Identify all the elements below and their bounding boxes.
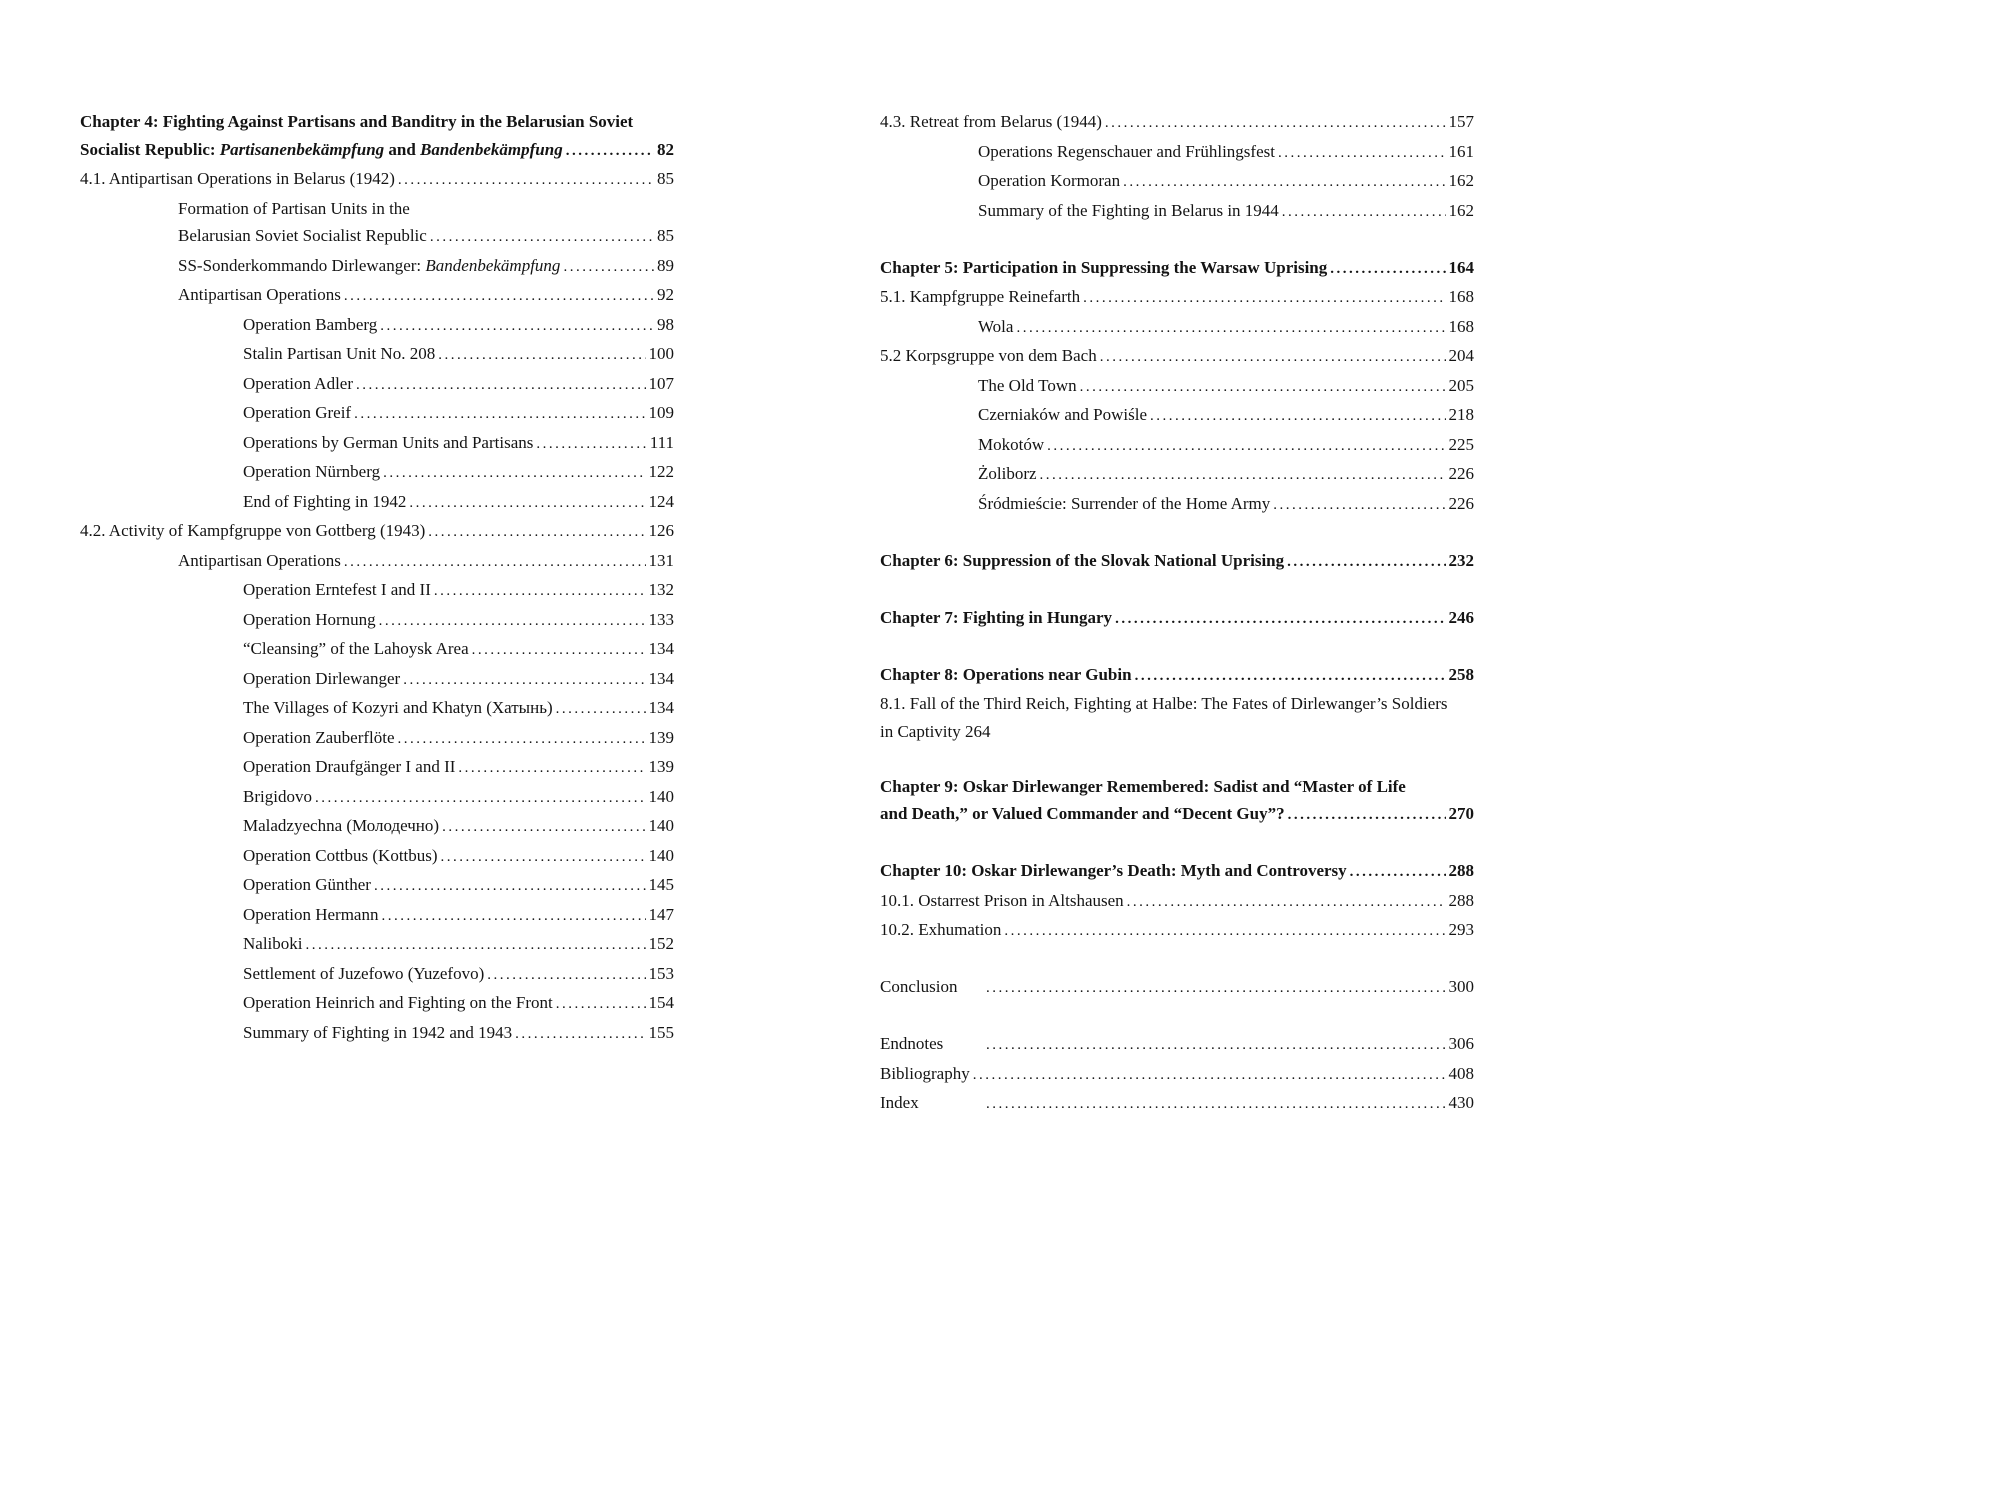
toc-entry-label: Chapter 9: Oskar Dirlewanger Remembered: Sadist and “Master of Life [880, 776, 1406, 796]
toc-entry-label: Operation Cottbus (Kottbus) [243, 845, 438, 865]
toc-page-number: 306 [1448, 1034, 1474, 1053]
toc-dot-leader [1273, 490, 1445, 520]
toc-entry-label: 10.1. Ostarrest Prison in Altshausen [880, 890, 1124, 910]
toc-dot-leader [1100, 342, 1446, 372]
toc-dot-leader [1350, 857, 1446, 887]
toc-page-number: 204 [1448, 346, 1474, 365]
toc-entry [880, 431, 1474, 461]
toc-entry [880, 887, 1474, 917]
toc-entry-label: Operation Kormoran [978, 171, 1121, 190]
toc-dot-leader [986, 1089, 1446, 1119]
toc-page-number: 107 [648, 373, 674, 393]
toc-entry-label: Endnotes [880, 1034, 944, 1053]
toc-entry [80, 694, 674, 724]
toc-entry-label: 4.3. Retreat from Belarus (1944) [880, 112, 1102, 131]
toc-entry-label: Chapter 8: Operations near Gubin [880, 664, 1132, 684]
toc-dot-leader [409, 488, 645, 518]
toc-entry [80, 665, 674, 695]
toc-entry [880, 973, 1474, 1003]
toc-entry-label: 4.1. Antipartisan Operations in Belarus (1942) [80, 169, 395, 188]
toc-entry [80, 1019, 674, 1049]
toc-entry-label: Operation Nürnberg [243, 462, 381, 481]
toc-page-number: 205 [1448, 375, 1474, 395]
toc-chapter-entry [880, 604, 1474, 634]
toc-entry-label: End of Fighting in 1942 [243, 491, 407, 511]
toc-entry [80, 812, 674, 842]
toc-entry-label: Summary of Fighting in 1942 and 1943 [243, 1022, 513, 1042]
toc-page-number: 92 [657, 285, 674, 304]
toc-dot-leader [1083, 283, 1445, 313]
toc-page-number: 164 [1448, 257, 1474, 277]
toc-entry-label: Chapter 7: Fighting in Hungary [880, 607, 1113, 627]
toc-entry-label: Operation Heinrich and Fighting on the Front [243, 993, 553, 1012]
toc-chapter-entry [80, 136, 674, 166]
toc-dot-leader [536, 429, 646, 459]
toc-entry [880, 490, 1474, 520]
toc-entry-label: Stalin Partisan Unit No. 208 [243, 344, 436, 363]
toc-entry [80, 517, 674, 547]
toc-chapter-entry [880, 254, 1474, 284]
toc-dot-leader [306, 930, 646, 960]
toc-dot-leader [986, 973, 1446, 1003]
toc-entry [80, 281, 674, 311]
toc-entry [80, 222, 674, 252]
toc-page-number: 85 [657, 226, 674, 245]
toc-entry [880, 108, 1474, 138]
toc-chapter-entry [880, 857, 1474, 887]
toc-spacer [880, 830, 1474, 858]
toc-entry [80, 576, 674, 606]
toc-entry [80, 458, 674, 488]
toc-page-number: 154 [648, 993, 674, 1012]
toc-entry-label: Antipartisan Operations [178, 285, 341, 304]
toc-column-left [80, 108, 674, 1048]
toc-page-number: 152 [648, 934, 674, 953]
toc-dot-leader [1004, 916, 1445, 946]
toc-entry [880, 197, 1474, 227]
toc-entry [880, 916, 1474, 946]
toc-entry [80, 989, 674, 1019]
toc-entry-label: Operations Regenschauer and Frühlingsfest [978, 141, 1275, 161]
toc-chapter-entry [880, 800, 1474, 830]
toc-dot-leader [354, 399, 645, 429]
toc-entry [80, 871, 674, 901]
toc-entry [880, 1060, 1474, 1090]
toc-page-number: 246 [1448, 607, 1474, 627]
toc-chapter-entry [880, 773, 1474, 801]
toc-dot-leader [434, 576, 646, 606]
toc-page-number: 134 [648, 668, 674, 688]
toc-dot-leader [403, 665, 645, 695]
toc-dot-leader [428, 517, 645, 547]
toc-dot-leader [398, 165, 654, 195]
toc-entry-label: Operation Erntefest I and II [243, 580, 431, 599]
toc-spacer [880, 519, 1474, 547]
toc-entry [880, 1030, 1474, 1060]
toc-entry-label: Antipartisan Operations [178, 550, 341, 570]
toc-dot-leader [515, 1019, 645, 1049]
toc-page-number: 85 [657, 169, 674, 188]
toc-spacer [880, 745, 1474, 773]
toc-entry [880, 313, 1474, 343]
toc-dot-leader [356, 370, 646, 400]
toc-dot-leader [1288, 800, 1446, 830]
toc-dot-leader [1282, 197, 1446, 227]
toc-dot-leader [1278, 138, 1446, 168]
toc-dot-leader [973, 1060, 1446, 1090]
toc-page-number: 139 [648, 757, 674, 776]
toc-entry-label: Maladzyechna (Молодечно) [243, 816, 440, 835]
toc-entry-label: 8.1. Fall of the Third Reich, Fighting at Halbe: The Fates of Dirlewanger’s Soldiers [880, 694, 1448, 713]
toc-dot-leader [487, 960, 645, 990]
toc-entry-label: in Captivity 264 [880, 721, 991, 741]
toc-dot-leader [1016, 313, 1445, 343]
toc-dot-leader [430, 222, 654, 252]
toc-chapter-entry [880, 661, 1474, 691]
toc-dot-leader [1150, 401, 1445, 431]
toc-entry-label: 10.2. Exhumation [880, 920, 1002, 939]
toc-entry [880, 342, 1474, 372]
toc-dot-leader [1127, 887, 1446, 917]
toc-entry [80, 165, 674, 195]
toc-dot-leader [566, 136, 654, 166]
toc-page-number: 226 [1448, 493, 1474, 513]
toc-page-number: 98 [657, 314, 674, 334]
toc-dot-leader [315, 783, 646, 813]
toc-spacer [880, 1003, 1474, 1031]
toc-entry-label: Śródmieście: Surrender of the Home Army [978, 493, 1271, 513]
toc-entry [80, 724, 674, 754]
toc-entry [80, 195, 674, 223]
toc-page-number: 225 [1448, 434, 1474, 454]
toc-page-number: 218 [1448, 405, 1474, 424]
toc-entry-label: Operation Adler [243, 373, 353, 393]
toc-page-number: 111 [649, 432, 674, 452]
toc-page-number: 145 [648, 875, 674, 894]
toc-page-number: 162 [1448, 171, 1474, 190]
toc-page-number: 132 [648, 580, 674, 599]
toc-dot-leader [563, 252, 654, 282]
toc-entry [880, 718, 1474, 746]
toc-entry [80, 842, 674, 872]
toc-page-number: 139 [648, 727, 674, 747]
toc-page-number: 168 [1448, 316, 1474, 336]
toc-dot-leader [1040, 460, 1446, 490]
toc-page-number: 232 [1448, 550, 1474, 570]
toc-entry-label: The Villages of Kozyri and Khatyn (Хатынь) [243, 698, 553, 717]
toc-page-number: 161 [1448, 141, 1474, 161]
toc-entry [80, 783, 674, 813]
toc-entry [880, 167, 1474, 197]
toc-page-number: 140 [648, 786, 674, 806]
toc-entry [80, 340, 674, 370]
toc-entry-label: 5.2 Korpsgruppe von dem Bach [880, 346, 1097, 365]
toc-dot-leader [472, 635, 646, 665]
toc-dot-leader [1135, 661, 1446, 691]
toc-entry [80, 370, 674, 400]
toc-dot-leader [398, 724, 646, 754]
toc-entry-label: Operation Draufgänger I and II [243, 757, 456, 776]
toc-entry-label: Chapter 5: Participation in Suppressing the Warsaw Uprising [880, 257, 1328, 277]
toc-entry-label: Chapter 10: Oskar Dirlewanger’s Death: Myth and Controversy [880, 861, 1347, 880]
toc-entry [80, 311, 674, 341]
toc-page-number: 288 [1448, 890, 1474, 910]
toc-dot-leader [1115, 604, 1445, 634]
toc-entry-label: Index [880, 1093, 919, 1112]
toc-dot-leader [458, 753, 645, 783]
toc-page-number: 293 [1448, 920, 1474, 939]
toc-page-number: 134 [648, 698, 674, 717]
toc-entry [880, 138, 1474, 168]
toc-entry-label: Operation Zauberflöte [243, 727, 395, 747]
toc-dot-leader [441, 842, 646, 872]
toc-chapter-entry [80, 108, 674, 136]
toc-entry-label: Operations by German Units and Partisans [243, 432, 534, 452]
toc-entry-label: Żoliborz [978, 464, 1037, 483]
toc-entry [80, 901, 674, 931]
toc-entry [80, 753, 674, 783]
toc-entry [80, 252, 674, 282]
toc-page-number: 270 [1448, 804, 1474, 823]
toc-entry-label: Operation Hornung [243, 609, 376, 629]
toc-entry [80, 606, 674, 636]
toc-entry-label: Operation Greif [243, 403, 352, 422]
toc-dot-leader [374, 871, 646, 901]
toc-entry [880, 401, 1474, 431]
toc-page-number: 126 [648, 521, 674, 540]
toc-dot-leader [383, 458, 645, 488]
toc-entry [880, 1089, 1474, 1119]
toc-entry [880, 283, 1474, 313]
toc-dot-leader [1330, 254, 1445, 284]
toc-dot-leader [381, 901, 645, 931]
toc-entry-label: Summary of the Fighting in Belarus in 1944 [978, 200, 1279, 220]
toc-page-number: 430 [1448, 1093, 1474, 1112]
toc-entry-label: Wola [978, 316, 1014, 336]
toc-entry [80, 399, 674, 429]
toc-dot-leader [986, 1030, 1446, 1060]
toc-page-number: 155 [648, 1022, 674, 1042]
toc-entry-label: “Cleansing” of the Lahoysk Area [243, 639, 469, 658]
toc-entry [880, 372, 1474, 402]
toc-entry-label: Bibliography [880, 1063, 970, 1083]
toc-page-number: 124 [648, 491, 674, 511]
toc-entry [80, 547, 674, 577]
toc-entry-label: Chapter 4: Fighting Against Partisans and Banditry in the Belarusian Soviet [80, 112, 634, 131]
toc-page-number: 82 [657, 139, 674, 159]
toc-entry [80, 635, 674, 665]
toc-page-number: 100 [648, 344, 674, 363]
toc-page-number: 300 [1448, 977, 1474, 996]
toc-entry [80, 488, 674, 518]
toc-page-number: 288 [1448, 861, 1474, 880]
toc-page-number: 226 [1448, 464, 1474, 483]
toc-entry-label: Conclusion [880, 977, 958, 996]
toc-page-number: 133 [648, 609, 674, 629]
toc-dot-leader [344, 281, 654, 311]
toc-entry [880, 690, 1474, 718]
toc-entry-label: 5.1. Kampfgruppe Reinefarth [880, 287, 1081, 306]
toc-spacer [880, 946, 1474, 974]
toc-dot-leader [1047, 431, 1445, 461]
toc-page-number: 157 [1448, 112, 1474, 131]
toc-dot-leader [1287, 547, 1445, 577]
toc-page-number: 109 [648, 403, 674, 422]
toc-dot-leader [1105, 108, 1446, 138]
toc-entry-label: Czerniaków and Powiśle [978, 405, 1148, 424]
toc-entry [80, 960, 674, 990]
toc-entry-label: Chapter 6: Suppression of the Slovak National Uprising [880, 550, 1285, 570]
toc-dot-leader [1080, 372, 1446, 402]
toc-dot-leader [344, 547, 646, 577]
toc-entry [80, 429, 674, 459]
toc-page-number: 140 [648, 816, 674, 835]
toc-spacer [880, 633, 1474, 661]
toc-entry-label: Operation Dirlewanger [243, 668, 401, 688]
toc-page-number: 153 [648, 963, 674, 983]
toc-entry-label: Belarusian Soviet Socialist Republic [178, 226, 427, 245]
toc-entry-label: 4.2. Activity of Kampfgruppe von Gottberg (1943) [80, 521, 426, 540]
toc-spacer [880, 226, 1474, 254]
toc-page-number: 122 [648, 462, 674, 481]
toc-dot-leader [380, 311, 654, 341]
toc-column-right [880, 108, 1474, 1119]
toc-entry-label: Brigidovo [243, 786, 312, 806]
toc-dot-leader [556, 694, 646, 724]
toc-dot-leader [1123, 167, 1445, 197]
toc-spacer [880, 576, 1474, 604]
toc-entry-label: Operation Hermann [243, 904, 379, 924]
toc-page-number: 140 [648, 845, 674, 865]
toc-entry-label: SS-Sonderkommando Dirlewanger: Bandenbekämpfung [178, 255, 561, 275]
toc-page-number: 131 [648, 550, 674, 570]
toc-entry [80, 930, 674, 960]
toc-dot-leader [379, 606, 646, 636]
toc-entry-label: Mokotów [978, 434, 1045, 454]
toc-dot-leader [442, 812, 645, 842]
toc-page-number: 134 [648, 639, 674, 658]
toc-entry-label: Operation Bamberg [243, 314, 378, 334]
toc-page-number: 258 [1448, 664, 1474, 684]
toc-dot-leader [556, 989, 646, 1019]
toc-page-number: 168 [1448, 287, 1474, 306]
toc-entry-label: The Old Town [978, 375, 1077, 395]
toc-page-number: 89 [657, 255, 674, 275]
toc-entry-label: and Death,” or Valued Commander and “Decent Guy”? [880, 804, 1285, 823]
toc-dot-leader [438, 340, 645, 370]
toc-entry-label: Operation Günther [243, 875, 371, 894]
toc-entry [880, 460, 1474, 490]
toc-page-number: 408 [1448, 1063, 1474, 1083]
toc-page-number: 147 [648, 904, 674, 924]
toc-entry-label: Formation of Partisan Units in the [178, 198, 410, 218]
toc-page-number: 162 [1448, 200, 1474, 220]
toc-entry-label: Naliboki [243, 934, 303, 953]
toc-chapter-entry [880, 547, 1474, 577]
toc-entry-label: Socialist Republic: Partisanenbekämpfung and Bandenbekämpfung [80, 139, 563, 159]
toc-entry-label: Settlement of Juzefowo (Yuzefovo) [243, 963, 485, 983]
